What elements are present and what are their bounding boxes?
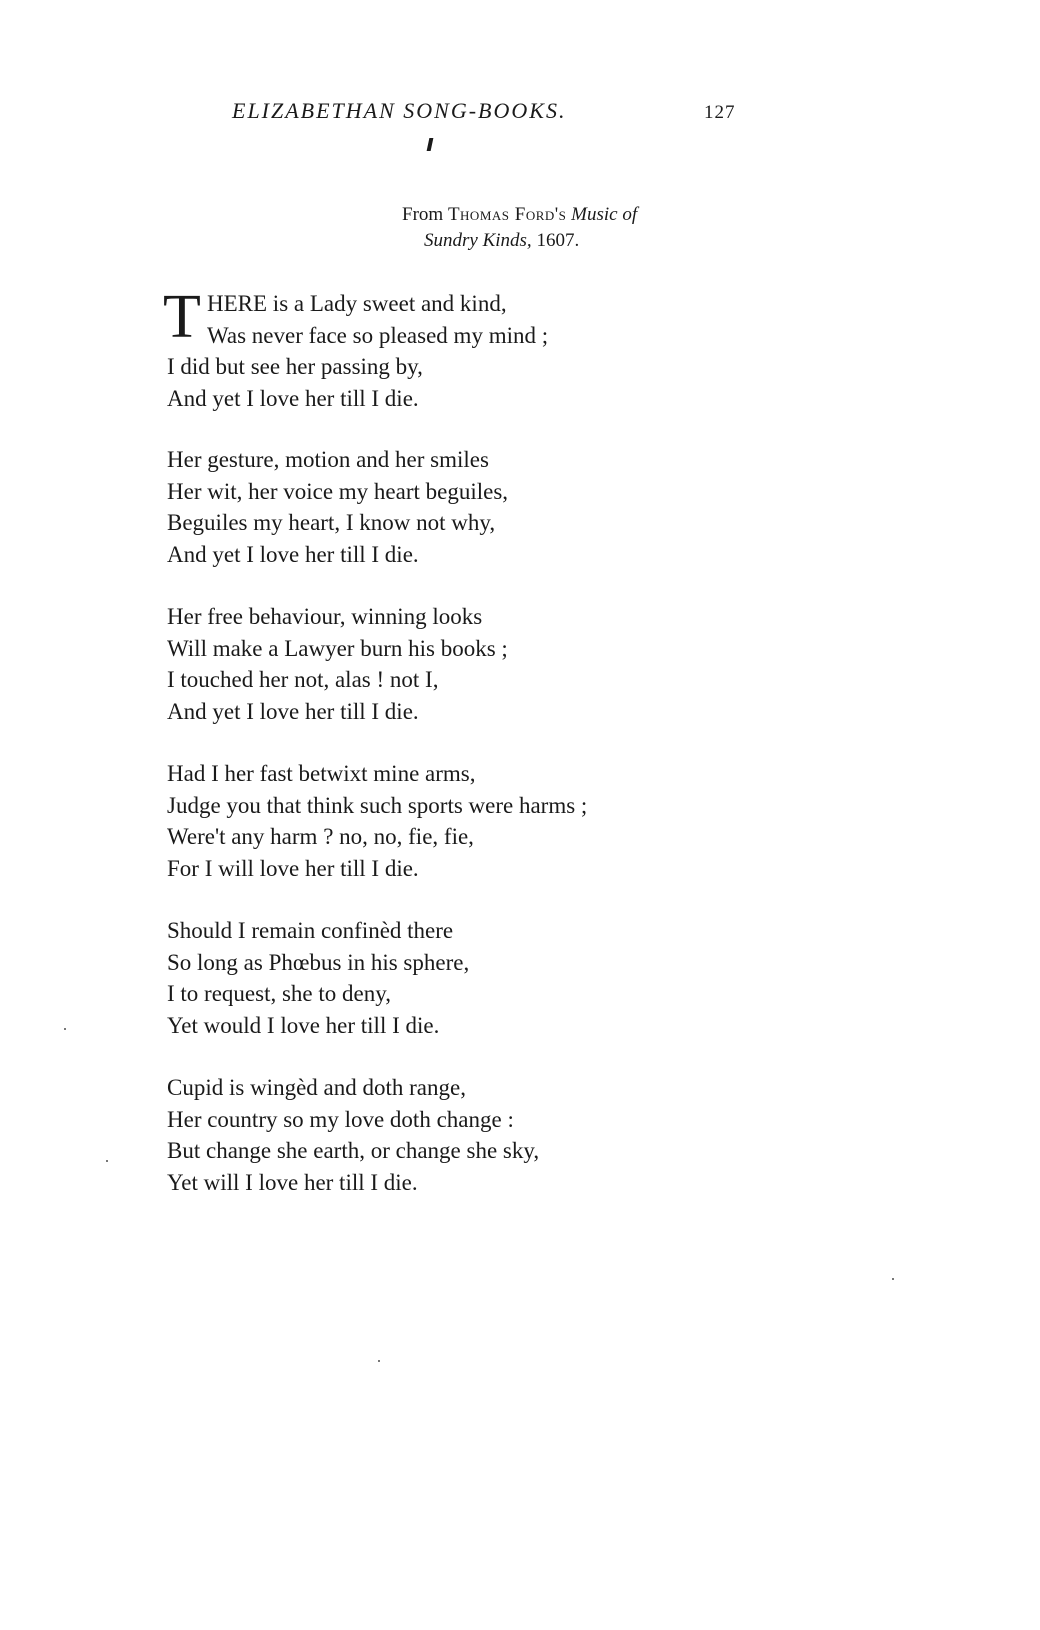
poem-line: And yet I love her till I die. bbox=[167, 698, 419, 724]
paper-speck bbox=[378, 1360, 380, 1362]
stanza bbox=[167, 758, 727, 884]
poem-line: Should I remain confinèd there bbox=[167, 918, 454, 943]
poem-line: I touched her not, alas ! not I, bbox=[167, 667, 439, 692]
poem-line: I to request, she to deny, bbox=[167, 981, 391, 1006]
poem-line: Yet would I love her till I die. bbox=[167, 1012, 440, 1038]
poem-line: Yet will I love her till I die. bbox=[167, 1169, 418, 1195]
poem-line: And yet I love her till I die. bbox=[167, 385, 419, 411]
poem-line: Her wit, her voice my heart beguiles, bbox=[167, 478, 509, 504]
poem-line: Judge you that think such sports were harms ; bbox=[167, 792, 588, 818]
poem-line: Had I her fast betwixt mine arms, bbox=[167, 761, 476, 786]
poem bbox=[163, 283, 727, 1229]
poem-line: So long as Phœbus in his sphere, bbox=[167, 949, 470, 975]
poem-line: But change she earth, or change she sky, bbox=[167, 1138, 540, 1163]
poem-line: Was never face so pleased my mind ; bbox=[207, 322, 549, 348]
attribution-line-2 bbox=[402, 228, 637, 254]
stanza bbox=[167, 601, 727, 727]
poem-line: Beguiles my heart, I know not why, bbox=[167, 510, 496, 535]
attribution-author: Thomas Ford's bbox=[447, 204, 567, 225]
stanza bbox=[167, 915, 727, 1041]
attribution-work-title-cont: Sundry Kinds, bbox=[424, 230, 532, 251]
page-number: 127 bbox=[704, 102, 736, 123]
paper-speck bbox=[106, 1160, 108, 1162]
paper-speck bbox=[64, 1028, 66, 1030]
attribution-from: From bbox=[402, 204, 444, 225]
drop-cap: T bbox=[163, 283, 201, 351]
stanza bbox=[163, 283, 727, 414]
paper-speck bbox=[892, 1278, 894, 1280]
running-title: ELIZABETHAN SONG-BOOKS. bbox=[232, 98, 567, 123]
poem-line: Her country so my love doth change : bbox=[167, 1106, 514, 1132]
attribution bbox=[402, 202, 637, 254]
poem-line: Her gesture, motion and her smiles bbox=[167, 447, 489, 472]
stanza bbox=[167, 1072, 727, 1198]
poem-line: Cupid is wingèd and doth range, bbox=[167, 1075, 466, 1100]
poem-line: Were't any harm ? no, no, fie, fie, bbox=[167, 824, 474, 849]
attribution-year: 1607. bbox=[536, 230, 580, 251]
poem-line: I did but see her passing by, bbox=[167, 354, 423, 379]
poem-line: Her free behaviour, winning looks bbox=[167, 604, 483, 629]
poem-line: For I will love her till I die. bbox=[167, 855, 419, 881]
stanza bbox=[167, 444, 727, 570]
stray-ink-mark bbox=[427, 138, 434, 151]
attribution-work-title: Music of bbox=[571, 204, 638, 225]
poem-line: And yet I love her till I die. bbox=[167, 541, 419, 567]
poem-line: Will make a Lawyer burn his books ; bbox=[167, 635, 508, 661]
poem-line-text: HERE is a Lady sweet and kind, bbox=[207, 291, 507, 316]
